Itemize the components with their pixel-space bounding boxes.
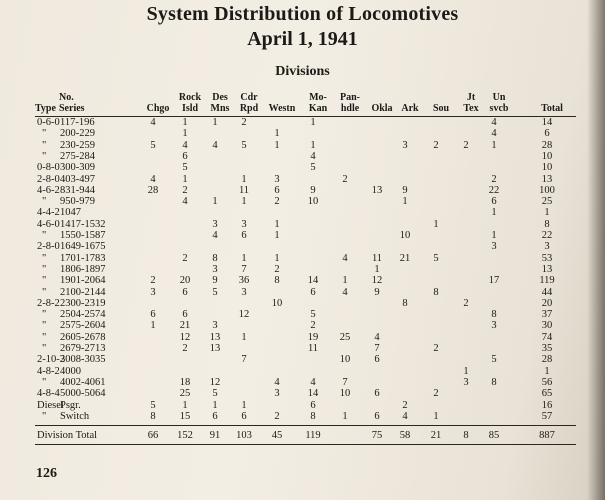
count-cell: 2 — [342, 173, 348, 185]
page-title: System Distribution of Locomotives — [146, 3, 459, 25]
count-cell: 100 — [539, 184, 555, 196]
total-cell: 8 — [463, 430, 469, 442]
count-cell: 30 — [541, 320, 553, 332]
type-cell: " — [42, 343, 47, 354]
type-cell: " — [42, 410, 47, 422]
count-cell: 2 — [463, 139, 469, 151]
series-cell: 1806-1897 — [60, 263, 106, 275]
count-cell: 4 — [182, 139, 188, 151]
count-cell: 11 — [307, 343, 319, 354]
column-header: Sou — [432, 103, 450, 114]
count-cell: 1 — [274, 139, 280, 151]
count-cell: 4 — [342, 252, 348, 264]
count-cell: 13 — [541, 173, 553, 185]
count-cell: 4 — [310, 150, 316, 162]
count-cell: 28 — [541, 139, 553, 151]
count-cell: 8 — [212, 252, 218, 264]
count-cell: 14 — [541, 117, 553, 128]
count-cell: 1 — [182, 173, 188, 185]
total-label: Division Total — [37, 430, 98, 442]
column-header: Tex — [463, 103, 479, 114]
count-cell: 3 — [212, 263, 218, 275]
count-cell: 2 — [182, 184, 188, 196]
count-cell: 3 — [274, 388, 280, 400]
column-header: Pan- — [340, 92, 360, 103]
count-cell: 9 — [374, 286, 380, 298]
count-cell: 2 — [433, 388, 439, 400]
count-cell: 4 — [150, 173, 156, 185]
count-cell: 4 — [274, 376, 280, 388]
series-cell: 1701-1783 — [60, 252, 106, 264]
count-cell: 5 — [433, 252, 439, 264]
table-subtitle: Divisions — [275, 64, 330, 79]
count-cell: 5 — [150, 399, 156, 411]
count-cell: 1 — [491, 230, 497, 241]
count-cell: 9 — [402, 184, 408, 196]
series-cell: 5000-5064 — [60, 388, 106, 400]
type-cell: " — [42, 230, 47, 241]
count-cell: 6 — [544, 128, 550, 140]
count-cell: 15 — [179, 410, 191, 422]
column-header: Mns — [210, 103, 230, 114]
count-cell: 6 — [212, 410, 218, 422]
count-cell: 4 — [491, 117, 497, 128]
count-cell: 44 — [541, 286, 553, 298]
series-cell: 1901-2064 — [60, 275, 106, 287]
count-cell: 5 — [241, 139, 247, 151]
type-cell: 2-8-0 — [37, 173, 60, 185]
count-cell: 13 — [209, 343, 221, 354]
count-cell: 22 — [488, 184, 500, 196]
count-cell: 10 — [339, 354, 351, 366]
page-number: 126 — [36, 466, 57, 481]
count-cell: 8 — [402, 297, 408, 309]
count-cell: 1 — [182, 399, 188, 411]
type-cell: " — [42, 139, 47, 151]
column-header: Un — [492, 92, 506, 103]
count-cell: 10 — [339, 388, 351, 400]
series-cell: 230-259 — [60, 139, 95, 151]
count-cell: 1 — [491, 207, 497, 219]
type-cell: " — [42, 376, 47, 388]
series-cell: 1047 — [60, 207, 81, 219]
count-cell: 4 — [491, 128, 497, 140]
count-cell: 4 — [182, 196, 188, 208]
type-cell: " — [42, 320, 47, 332]
count-cell: 8 — [491, 309, 497, 321]
series-cell: 2575-2604 — [60, 320, 106, 332]
count-cell: 3 — [241, 286, 247, 298]
count-cell: 3 — [463, 376, 469, 388]
count-cell: 14 — [307, 275, 319, 287]
count-cell: 9 — [212, 275, 218, 287]
type-cell: 2-8-0 — [37, 241, 60, 253]
count-cell: 6 — [310, 399, 316, 411]
count-cell: 1 — [150, 320, 156, 332]
count-cell: 5 — [310, 162, 316, 174]
count-cell: 14 — [307, 388, 319, 400]
total-cell: 85 — [488, 430, 500, 442]
series-cell: 1550-1587 — [60, 230, 106, 241]
type-cell: " — [42, 309, 47, 321]
count-cell: 2 — [402, 399, 408, 411]
count-cell: 16 — [541, 399, 553, 411]
count-cell: 19 — [307, 331, 319, 343]
total-rule — [35, 425, 576, 426]
type-cell: 2-8-2 — [37, 297, 60, 309]
count-cell: 7 — [241, 354, 247, 366]
count-cell: 11 — [238, 184, 250, 196]
type-cell: " — [42, 150, 47, 162]
count-cell: 6 — [374, 388, 380, 400]
count-cell: 5 — [212, 388, 218, 400]
column-header: Ark — [401, 103, 419, 114]
count-cell: 1 — [241, 399, 247, 411]
count-cell: 1 — [241, 331, 247, 343]
count-cell: 1 — [241, 173, 247, 185]
count-cell: 8 — [491, 376, 497, 388]
count-cell: 10 — [541, 162, 553, 174]
count-cell: 8 — [274, 275, 280, 287]
type-cell: Diesel — [37, 399, 64, 411]
count-cell: 2 — [274, 410, 280, 422]
count-cell: 2 — [433, 343, 439, 354]
count-cell: 6 — [241, 410, 247, 422]
count-cell: 1 — [402, 196, 408, 208]
series-cell: 117-196 — [60, 117, 95, 128]
count-cell: 1 — [182, 117, 188, 128]
count-cell: 10 — [399, 230, 411, 241]
count-cell: 4 — [212, 230, 218, 241]
count-cell: 6 — [182, 150, 188, 162]
count-cell: 2 — [274, 196, 280, 208]
count-cell: 12 — [179, 331, 191, 343]
count-cell: 2 — [310, 320, 316, 332]
count-cell: 3 — [402, 139, 408, 151]
count-cell: 6 — [241, 230, 247, 241]
count-cell: 18 — [179, 376, 191, 388]
count-cell: 6 — [182, 286, 188, 298]
series-cell: 4002-4061 — [60, 376, 106, 388]
column-header: Series — [59, 103, 85, 114]
count-cell: 3 — [544, 241, 550, 253]
count-cell: 9 — [310, 184, 316, 196]
count-cell: 22 — [541, 230, 553, 241]
column-header: No. — [59, 92, 74, 103]
series-cell: 2679-2713 — [60, 343, 106, 354]
type-cell: 2-10-2 — [37, 354, 65, 366]
series-cell: 831-944 — [60, 184, 95, 196]
count-cell: 21 — [399, 252, 411, 264]
count-cell: 25 — [339, 331, 351, 343]
type-cell: " — [42, 275, 47, 287]
column-header: Total — [541, 103, 563, 114]
count-cell: 1 — [212, 117, 218, 128]
count-cell: 119 — [539, 275, 555, 287]
count-cell: 2 — [433, 139, 439, 151]
column-header: Westn — [268, 103, 296, 114]
count-cell: 5 — [150, 139, 156, 151]
total-cell: 152 — [177, 430, 193, 442]
count-cell: 28 — [147, 184, 159, 196]
count-cell: 6 — [374, 410, 380, 422]
series-cell: 300-309 — [60, 162, 95, 174]
column-header: Chgo — [146, 103, 170, 114]
type-cell: 0-8-0 — [37, 162, 60, 174]
count-cell: 1 — [544, 207, 550, 219]
count-cell: 1 — [310, 139, 316, 151]
count-cell: 12 — [371, 275, 383, 287]
page-date: April 1, 1941 — [247, 28, 358, 50]
count-cell: 6 — [274, 184, 280, 196]
count-cell: 6 — [491, 196, 497, 208]
count-cell: 3 — [491, 241, 497, 253]
count-cell: 1 — [274, 128, 280, 140]
count-cell: 17 — [488, 275, 500, 287]
count-cell: 1 — [274, 230, 280, 241]
count-cell: 74 — [541, 331, 553, 343]
count-cell: 1 — [433, 218, 439, 230]
count-cell: 53 — [541, 252, 553, 264]
type-cell: 4-8-4 — [37, 388, 60, 400]
count-cell: 35 — [541, 343, 553, 354]
series-cell: 403-497 — [60, 173, 95, 185]
series-cell: 200-229 — [60, 128, 95, 140]
column-header: Rock — [178, 92, 202, 103]
count-cell: 3 — [212, 320, 218, 332]
series-cell: 4000 — [60, 365, 81, 377]
count-cell: 1 — [342, 410, 348, 422]
series-cell: Switch — [60, 410, 90, 422]
count-cell: 2 — [274, 263, 280, 275]
series-cell: 2100-2144 — [60, 286, 106, 298]
count-cell: 1 — [274, 218, 280, 230]
count-cell: 37 — [541, 309, 553, 321]
count-cell: 12 — [238, 309, 250, 321]
type-cell: 4-8-2 — [37, 365, 60, 377]
type-cell: " — [42, 286, 47, 298]
count-cell: 1 — [241, 252, 247, 264]
count-cell: 13 — [371, 184, 383, 196]
count-cell: 65 — [541, 388, 553, 400]
column-header: Rpd — [239, 103, 259, 114]
column-header: Jt — [466, 92, 476, 103]
count-cell: 1 — [274, 252, 280, 264]
column-header: hdle — [340, 103, 360, 114]
count-cell: 12 — [209, 376, 221, 388]
count-cell: 1 — [491, 139, 497, 151]
series-cell: 275-284 — [60, 150, 95, 162]
count-cell: 8 — [310, 410, 316, 422]
column-header: Isld — [181, 103, 199, 114]
count-cell: 2 — [182, 252, 188, 264]
series-cell: 1417-1532 — [60, 218, 106, 230]
count-cell: 8 — [150, 410, 156, 422]
count-cell: 1 — [463, 365, 469, 377]
total-cell: 887 — [539, 430, 555, 442]
count-cell: 21 — [179, 320, 191, 332]
column-header: Des — [212, 92, 228, 103]
count-cell: 3 — [491, 320, 497, 332]
count-cell: 1 — [310, 117, 316, 128]
total-cell: 103 — [236, 430, 252, 442]
total-cell: 119 — [305, 430, 321, 442]
count-cell: 10 — [307, 196, 319, 208]
column-header: Type — [35, 103, 56, 114]
bottom-rule — [35, 444, 576, 445]
series-cell: 950-979 — [60, 196, 95, 208]
count-cell: 13 — [541, 263, 553, 275]
count-cell: 1 — [212, 196, 218, 208]
count-cell: 28 — [541, 354, 553, 366]
column-header: Cdr — [240, 92, 258, 103]
count-cell: 25 — [179, 388, 191, 400]
total-cell: 21 — [430, 430, 442, 442]
type-cell: 4-6-0 — [37, 218, 60, 230]
count-cell: 7 — [342, 376, 348, 388]
count-cell: 13 — [209, 331, 221, 343]
count-cell: 5 — [212, 286, 218, 298]
count-cell: 4 — [310, 376, 316, 388]
series-cell: 2605-2678 — [60, 331, 106, 343]
count-cell: 25 — [541, 196, 553, 208]
count-cell: 5 — [491, 354, 497, 366]
column-header: Kan — [308, 103, 328, 114]
type-cell: " — [42, 331, 47, 343]
count-cell: 8 — [544, 218, 550, 230]
count-cell: 2 — [182, 343, 188, 354]
count-cell: 2 — [241, 117, 247, 128]
page-shadow — [587, 0, 605, 500]
column-header: svcb — [489, 103, 509, 114]
total-cell: 66 — [147, 430, 159, 442]
count-cell: 4 — [150, 117, 156, 128]
type-cell: 4-4-2 — [37, 207, 60, 219]
count-cell: 6 — [150, 309, 156, 321]
count-cell: 5 — [182, 162, 188, 174]
count-cell: 1 — [342, 275, 348, 287]
count-cell: 3 — [150, 286, 156, 298]
series-cell: 1649-1675 — [60, 241, 106, 253]
count-cell: 4 — [374, 331, 380, 343]
type-cell: " — [42, 263, 47, 275]
type-cell: " — [42, 196, 47, 208]
count-cell: 11 — [371, 252, 383, 264]
total-cell: 75 — [371, 430, 383, 442]
count-cell: 2 — [150, 275, 156, 287]
count-cell: 1 — [374, 263, 380, 275]
series-cell: Psgr. — [60, 399, 81, 411]
count-cell: 7 — [374, 343, 380, 354]
count-cell: 57 — [541, 410, 553, 422]
type-cell: 4-6-2 — [37, 184, 60, 196]
count-cell: 56 — [541, 376, 553, 388]
count-cell: 6 — [182, 309, 188, 321]
series-cell: 2504-2574 — [60, 309, 106, 321]
count-cell: 20 — [541, 297, 553, 309]
count-cell: 5 — [310, 309, 316, 321]
series-cell: 2300-2319 — [60, 297, 106, 309]
count-cell: 2 — [463, 297, 469, 309]
count-cell: 7 — [241, 263, 247, 275]
count-cell: 6 — [310, 286, 316, 298]
count-cell: 3 — [274, 173, 280, 185]
count-cell: 10 — [271, 297, 283, 309]
column-header: Okla — [371, 103, 393, 114]
count-cell: 4 — [342, 286, 348, 298]
total-cell: 91 — [209, 430, 221, 442]
type-cell: " — [42, 252, 47, 264]
count-cell: 8 — [433, 286, 439, 298]
total-cell: 58 — [399, 430, 411, 442]
count-cell: 10 — [541, 150, 553, 162]
count-cell: 4 — [212, 139, 218, 151]
column-header: Mo- — [309, 92, 327, 103]
count-cell: 3 — [212, 218, 218, 230]
count-cell: 1 — [433, 410, 439, 422]
count-cell: 1 — [182, 128, 188, 140]
count-cell: 3 — [241, 218, 247, 230]
count-cell: 36 — [238, 275, 250, 287]
count-cell: 1 — [212, 399, 218, 411]
count-cell: 1 — [544, 365, 550, 377]
count-cell: 20 — [179, 275, 191, 287]
total-cell: 45 — [271, 430, 283, 442]
type-cell: " — [42, 128, 47, 140]
count-cell: 2 — [491, 173, 497, 185]
series-cell: 3008-3035 — [60, 354, 106, 366]
count-cell: 6 — [374, 354, 380, 366]
type-cell: 0-6-0 — [37, 117, 60, 128]
count-cell: 1 — [241, 196, 247, 208]
count-cell: 4 — [402, 410, 408, 422]
